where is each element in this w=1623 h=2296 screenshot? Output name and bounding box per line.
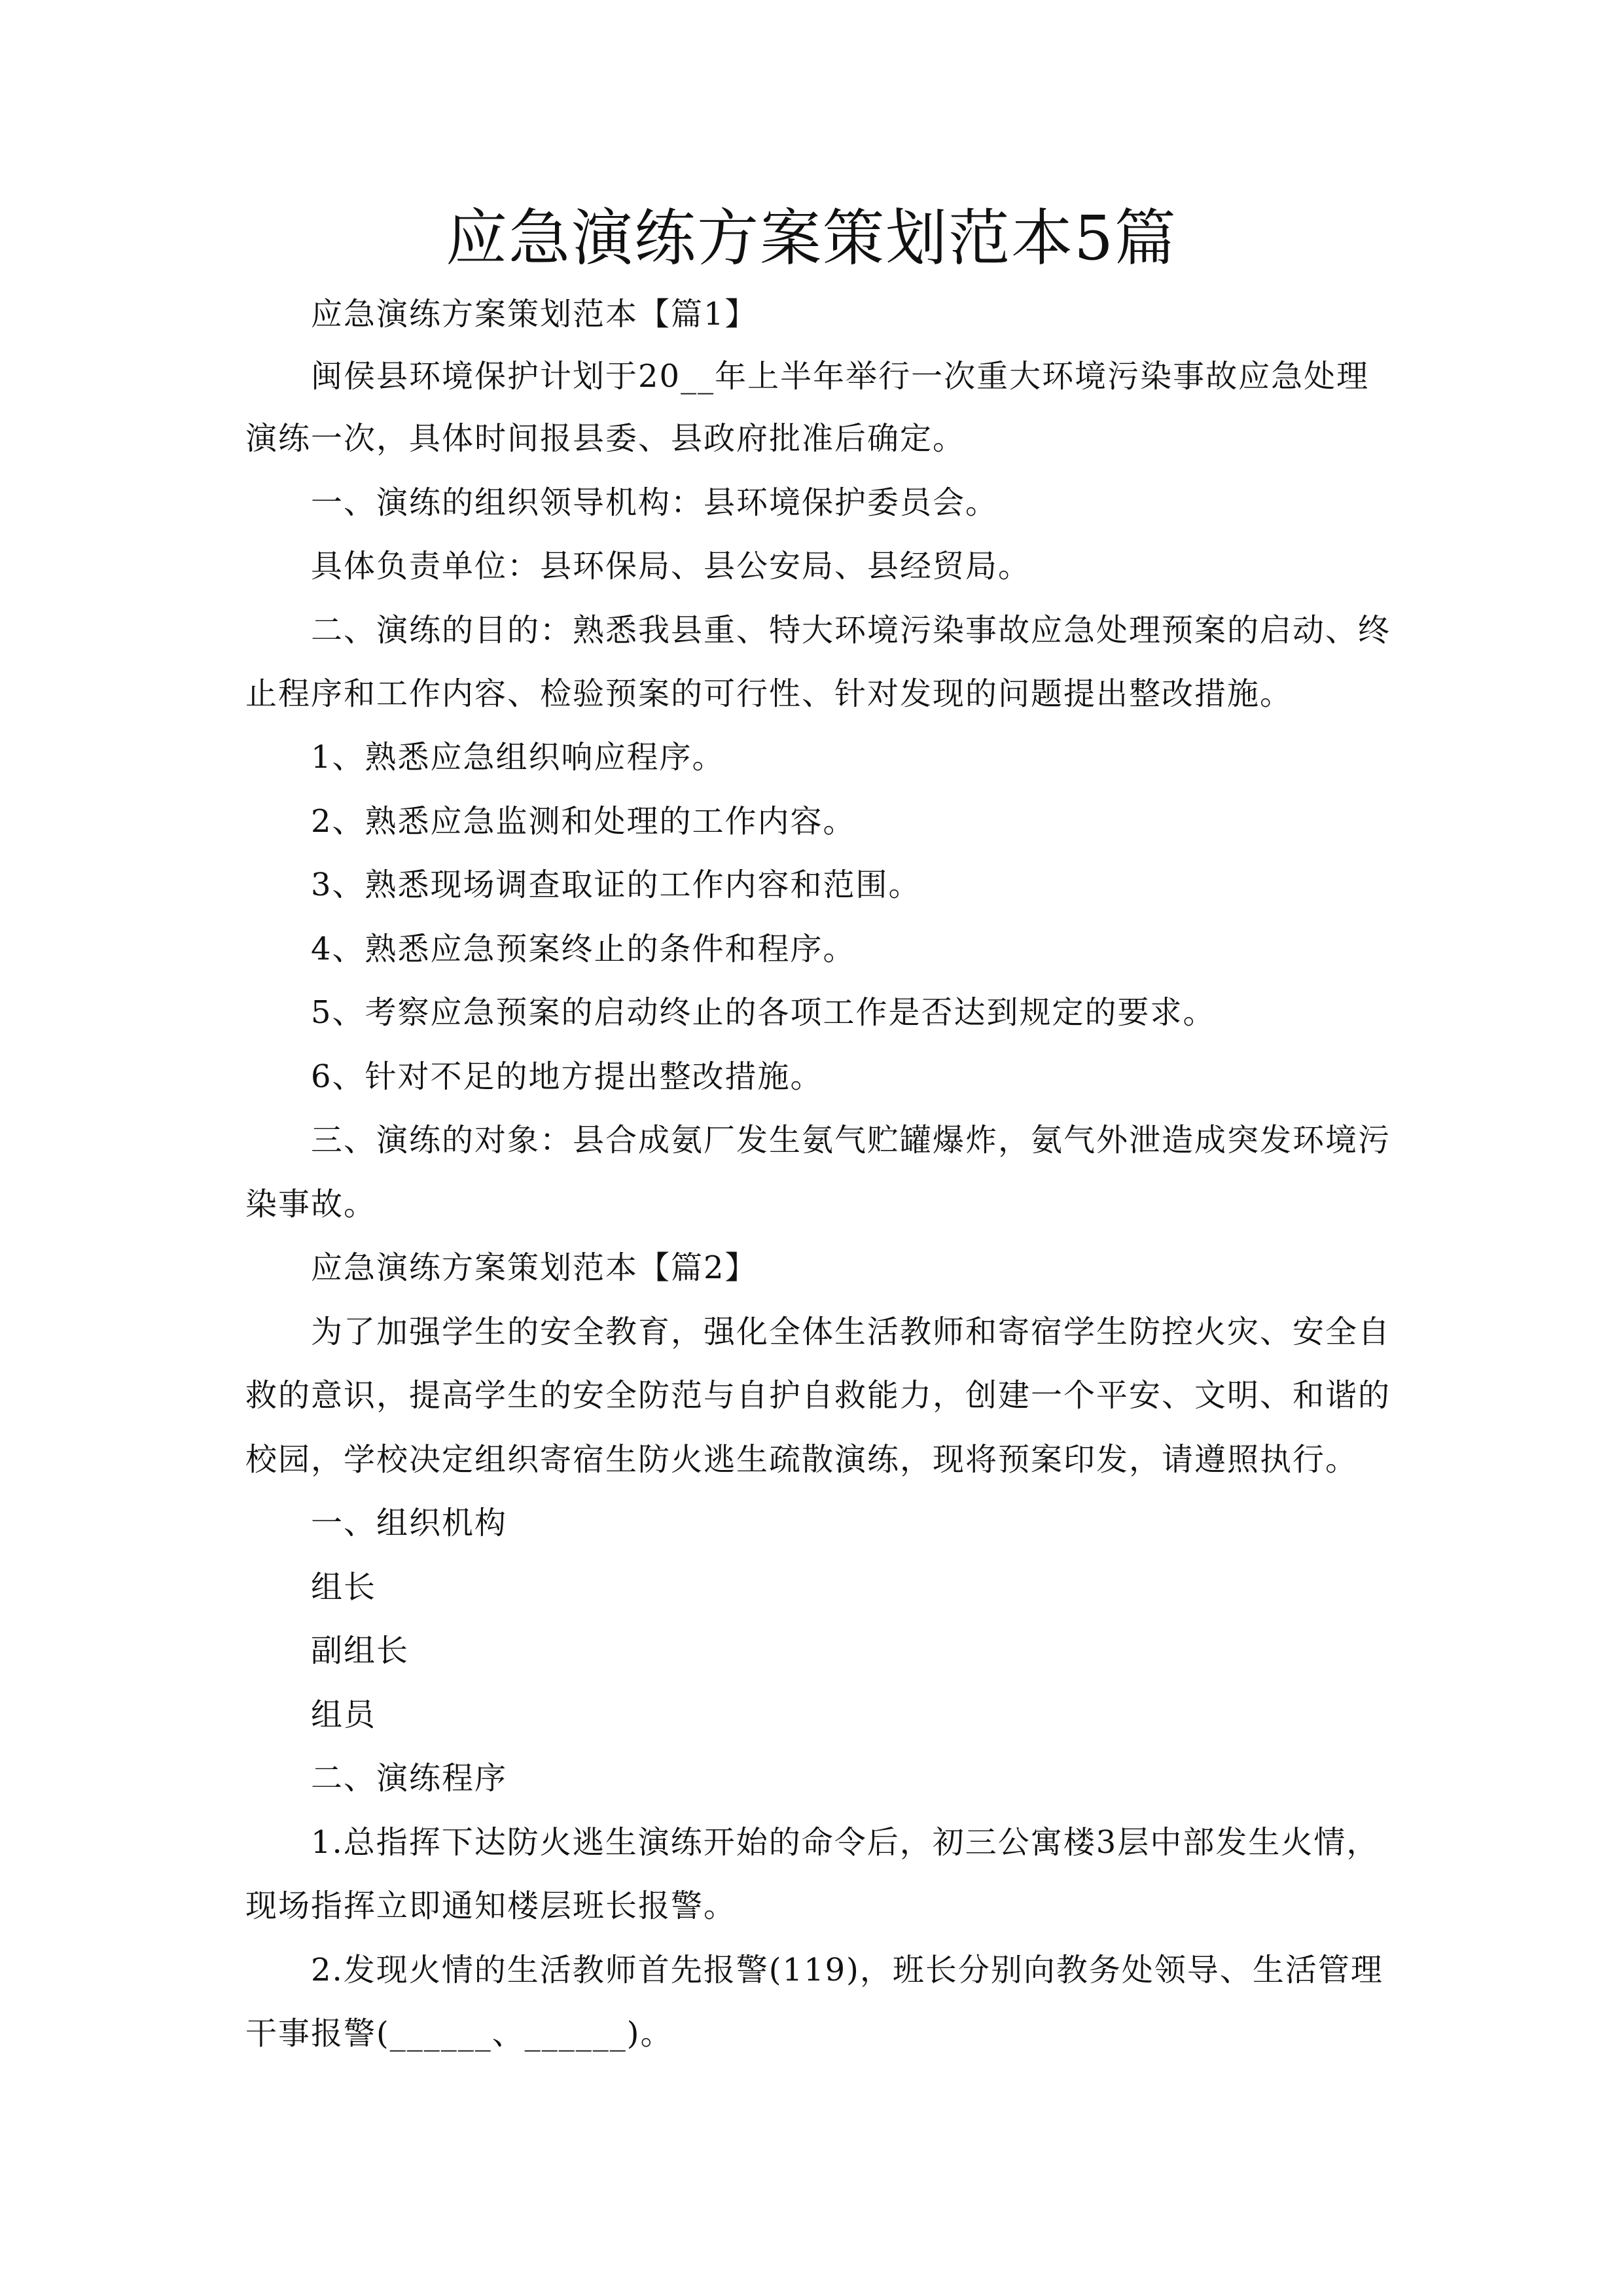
paragraph-line: 组长 xyxy=(311,1569,377,1605)
list-item: 6、针对不足的地方提出整改措施。 xyxy=(311,1058,823,1095)
paragraph-line: 2.发现火情的生活教师首先报警(119)，班长分别向教务处领导、生活管理 xyxy=(311,1952,1383,1988)
section-heading-1: 应急演练方案策划范本【篇1】 xyxy=(311,296,758,332)
list-item: 4、熟悉应急预案终止的条件和程序。 xyxy=(311,931,856,967)
paragraph-line: 染事故。 xyxy=(245,1186,377,1223)
paragraph-line: 救的意识，提高学生的安全防范与自护自救能力，创建一个平安、文明、和谐的 xyxy=(245,1377,1391,1414)
paragraph-line: 组员 xyxy=(311,1696,377,1733)
section-heading-2: 应急演练方案策划范本【篇2】 xyxy=(311,1249,758,1286)
paragraph-line: 三、演练的对象：县合成氨厂发生氨气贮罐爆炸，氨气外泄造成突发环境污 xyxy=(311,1122,1391,1158)
paragraph-line: 干事报警(______、______)。 xyxy=(245,2015,673,2052)
paragraph-line: 现场指挥立即通知楼层班长报警。 xyxy=(245,1888,737,1924)
paragraph-line: 止程序和工作内容、检验预案的可行性、针对发现的问题提出整改措施。 xyxy=(245,675,1293,712)
paragraph-line: 副组长 xyxy=(311,1632,410,1669)
paragraph-line: 闽侯县环境保护计划于20__年上半年举行一次重大环境污染事故应急处理 xyxy=(311,358,1370,395)
document-title: 应急演练方案策划范本5篇 xyxy=(446,203,1177,274)
paragraph-line: 演练一次，具体时间报县委、县政府批准后确定。 xyxy=(245,420,966,457)
list-item: 3、熟悉现场调查取证的工作内容和范围。 xyxy=(311,867,921,903)
paragraph-line: 校园，学校决定组织寄宿生防火逃生疏散演练，现将预案印发，请遵照执行。 xyxy=(245,1441,1359,1478)
paragraph-line: 一、组织机构 xyxy=(311,1505,508,1541)
paragraph-line: 二、演练的目的：熟悉我县重、特大环境污染事故应急处理预案的启动、终 xyxy=(311,612,1391,649)
paragraph-line: 一、演练的组织领导机构：县环境保护委员会。 xyxy=(311,484,999,521)
list-item: 2、熟悉应急监测和处理的工作内容。 xyxy=(311,803,856,840)
paragraph-line: 1.总指挥下达防火逃生演练开始的命令后，初三公寓楼3层中部发生火情， xyxy=(311,1824,1380,1861)
list-item: 5、考察应急预案的启动终止的各项工作是否达到规定的要求。 xyxy=(311,994,1216,1031)
paragraph-line: 具体负责单位：县环保局、县公安局、县经贸局。 xyxy=(311,548,1031,584)
paragraph-line: 二、演练程序 xyxy=(311,1760,508,1797)
list-item: 1、熟悉应急组织响应程序。 xyxy=(311,739,725,776)
paragraph-line: 为了加强学生的安全教育，强化全体生活教师和寄宿学生防控火灾、安全自 xyxy=(311,1314,1391,1350)
